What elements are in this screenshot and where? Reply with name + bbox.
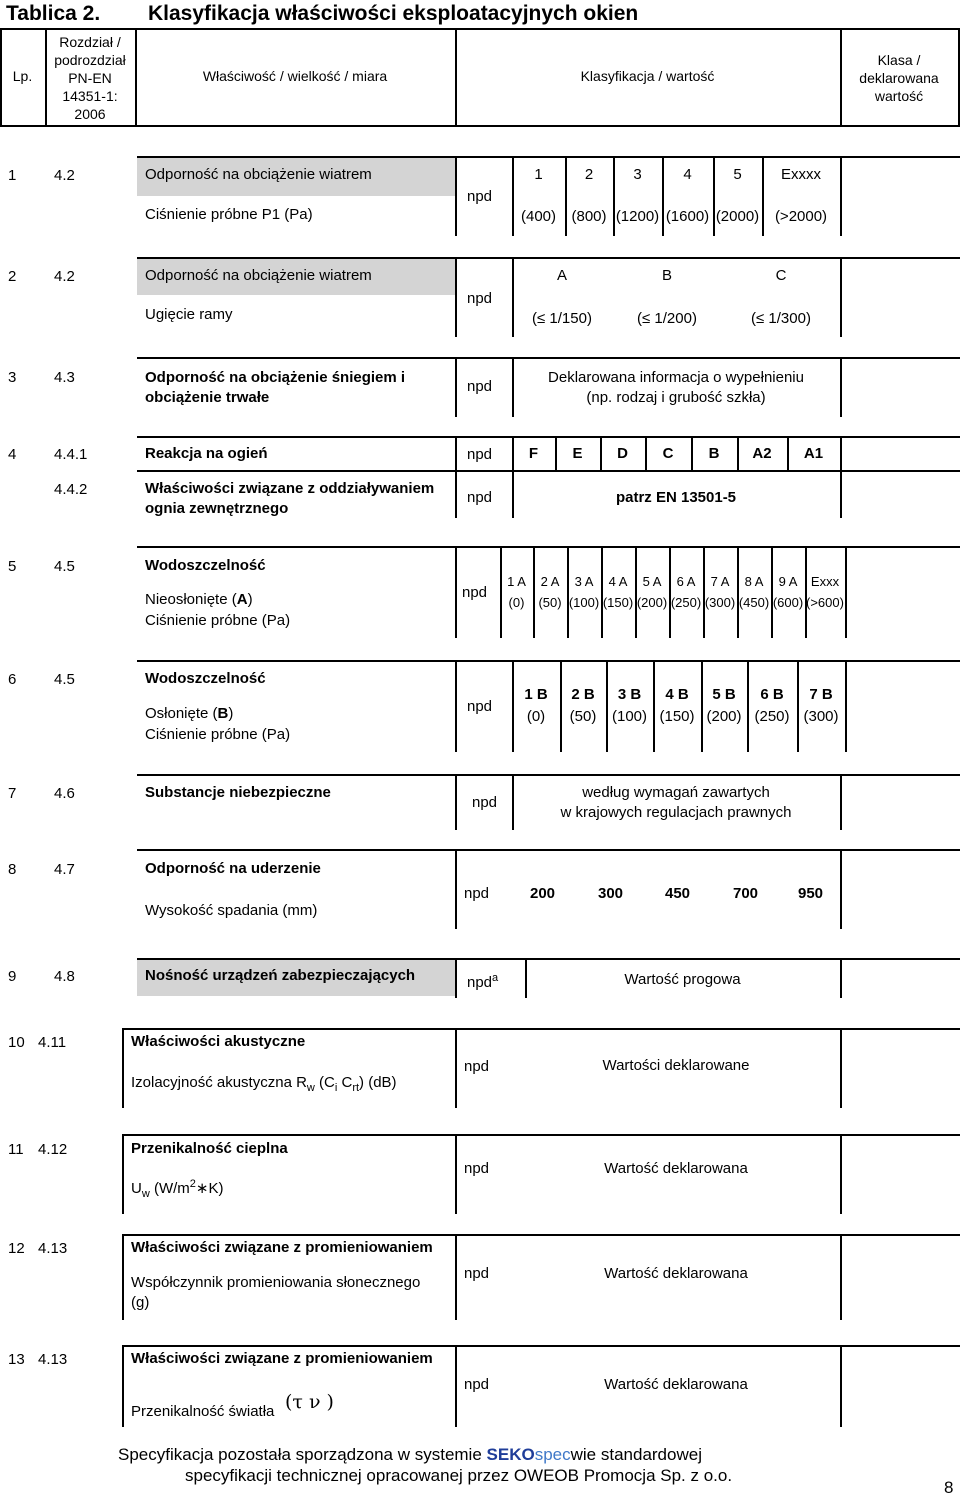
class-label: 5 B bbox=[712, 686, 736, 703]
class-value: (50) bbox=[569, 708, 597, 725]
seko-logo: SEKO bbox=[486, 1445, 535, 1464]
row-lp: 7 bbox=[8, 785, 17, 802]
row-npd: npd bbox=[464, 885, 490, 902]
row-section: 4.7 bbox=[54, 861, 75, 878]
row-value: 200 bbox=[529, 885, 556, 902]
class-value: (50) bbox=[538, 595, 562, 610]
class-label: 4 A bbox=[608, 574, 628, 589]
row-info: Wartość deklarowana bbox=[604, 1376, 748, 1393]
row-npd: npd bbox=[464, 1160, 490, 1177]
class-value: (≤ 1/300) bbox=[751, 310, 811, 327]
class-value: (1600) bbox=[665, 208, 710, 225]
class-label: Exxxx bbox=[780, 166, 821, 183]
class-value: (400) bbox=[520, 208, 557, 225]
row-info: Wartość progowa bbox=[624, 971, 741, 988]
row-info: Wartości deklarowane bbox=[602, 1057, 750, 1074]
row-npd: npd bbox=[467, 378, 493, 395]
row-npd: npd bbox=[462, 584, 488, 601]
class-value: (>600) bbox=[806, 595, 844, 610]
row-subproperty: Osłonięte (B) bbox=[145, 705, 234, 722]
row-section: 4.2 bbox=[54, 167, 75, 184]
header-klasyfikacja: Klasyfikacja / wartość bbox=[580, 68, 715, 84]
class-value: (≤ 1/150) bbox=[532, 310, 592, 327]
class-label: 2 B bbox=[571, 686, 595, 703]
tau-symbol: (τ ν ) bbox=[285, 1391, 334, 1413]
row-property: Odporność na obciążenie wiatrem bbox=[145, 166, 372, 183]
row-lp: 3 bbox=[8, 369, 17, 386]
row-value: 950 bbox=[797, 885, 824, 902]
class-label: 4 bbox=[683, 166, 692, 183]
row-property: Właściwości związane z oddziaływaniem ognia zewnętrznego bbox=[145, 480, 435, 517]
row-subproperty: Ciśnienie próbne (Pa) bbox=[145, 612, 291, 629]
row-section: 4.2 bbox=[54, 268, 75, 285]
class-value: (200) bbox=[636, 595, 668, 610]
class-label: 8 A bbox=[744, 574, 764, 589]
class-label: B bbox=[661, 267, 672, 284]
class-label: 5 bbox=[733, 166, 742, 183]
row-property: Właściwości związane z promieniowaniem bbox=[131, 1239, 433, 1256]
row-property: Wodoszczelność bbox=[145, 557, 266, 574]
class-label: E bbox=[572, 445, 583, 462]
class-label: 4 B bbox=[665, 686, 689, 703]
class-value: (1200) bbox=[615, 208, 660, 225]
row-lp: 4 bbox=[8, 446, 17, 463]
row-info: Wartość deklarowana bbox=[604, 1160, 748, 1177]
row-subproperty: Ugięcie ramy bbox=[145, 306, 233, 323]
class-label: 7 B bbox=[809, 686, 833, 703]
row-section: 4.4.2 bbox=[54, 481, 88, 498]
class-value: (100) bbox=[611, 708, 648, 725]
row-npd: npd bbox=[467, 290, 493, 307]
header-klasa: Klasa / deklarowana wartość bbox=[859, 52, 939, 104]
class-value: (0) bbox=[508, 595, 525, 610]
class-label: 2 bbox=[584, 166, 594, 183]
row-lp: 8 bbox=[8, 861, 17, 878]
row-lp: 13 bbox=[8, 1351, 25, 1368]
class-value: (0) bbox=[526, 708, 546, 725]
page-number: 8 bbox=[944, 1478, 954, 1497]
table-label: Tablica 2. bbox=[6, 2, 101, 25]
row-lp: 1 bbox=[8, 167, 17, 184]
class-value: (300) bbox=[803, 708, 839, 725]
class-value: (250) bbox=[754, 708, 790, 725]
row-value: 300 bbox=[597, 885, 624, 902]
class-label: A2 bbox=[752, 445, 772, 462]
row-property: Nośność urządzeń zabezpieczających bbox=[145, 967, 416, 984]
row-section: 4.11 bbox=[38, 1034, 67, 1051]
class-label: 2 A bbox=[540, 574, 560, 589]
row-subproperty: $U_w$ $(W/m^2∗K)$ bbox=[131, 1178, 224, 1200]
row-npd: npd$^a$ bbox=[467, 972, 499, 991]
row-subproperty: Wysokość spadania (mm) bbox=[145, 902, 318, 919]
class-label: A1 bbox=[803, 445, 824, 462]
row-subproperty: Ciśnienie próbne P1 (Pa) bbox=[145, 206, 313, 223]
row-npd: npd bbox=[467, 446, 493, 463]
row-property: Reakcja na ogień bbox=[145, 445, 268, 462]
row-lp: 11 bbox=[8, 1141, 24, 1158]
row-property: Substancje niebezpieczne bbox=[145, 784, 331, 801]
row-property: Przenikalność cieplna bbox=[131, 1140, 288, 1157]
class-value: (800) bbox=[571, 208, 607, 225]
row-section: 4.12 bbox=[38, 1141, 68, 1158]
class-value: (250) bbox=[670, 595, 702, 610]
row-npd: npd bbox=[472, 794, 498, 811]
class-label: Exxx bbox=[810, 574, 840, 589]
row-subproperty: Przenikalność światła bbox=[131, 1403, 275, 1420]
row-section: 4.4.1 bbox=[54, 446, 88, 463]
class-value: (≤ 1/200) bbox=[637, 310, 697, 327]
row-npd: npd bbox=[464, 1058, 490, 1075]
row-info: patrz EN 13501-5 bbox=[615, 489, 737, 506]
row-property: Właściwości akustyczne bbox=[131, 1033, 306, 1050]
row-section: 4.5 bbox=[54, 671, 75, 688]
row-subproperty: Ciśnienie próbne (Pa) bbox=[145, 726, 291, 743]
row-property: Właściwości związane z promieniowaniem bbox=[131, 1350, 433, 1367]
row-subproperty: Współczynnik promieniowania słonecznego (g) bbox=[131, 1274, 421, 1311]
row-property: Wodoszczelność bbox=[145, 670, 266, 687]
row-section: 4.8 bbox=[54, 968, 75, 985]
row-value: 700 bbox=[732, 885, 759, 902]
row-npd: npd bbox=[467, 188, 493, 205]
class-value: (450) bbox=[738, 595, 770, 610]
row-value: 450 bbox=[664, 885, 691, 902]
row-section: 4.6 bbox=[54, 785, 75, 802]
header-wlasciwosc: Właściwość / wielkość / miara bbox=[202, 68, 388, 84]
class-label: 3 B bbox=[617, 686, 642, 703]
class-label: F bbox=[528, 445, 539, 462]
class-value: (600) bbox=[772, 595, 804, 610]
row-section: 4.13 bbox=[38, 1240, 68, 1257]
row-info: Deklarowana informacja o wypełnieniu (np. rodzaj i grubość szkła) bbox=[548, 369, 804, 406]
class-value: (150) bbox=[659, 708, 695, 725]
class-label: A bbox=[556, 267, 567, 284]
row-subproperty: Nieosłonięte (A) bbox=[145, 591, 253, 608]
class-value: (2000) bbox=[715, 208, 760, 225]
row-info: według wymagań zawartych w krajowych regulacjach prawnych bbox=[560, 784, 792, 821]
class-value: (300) bbox=[704, 595, 736, 610]
class-label: C bbox=[662, 445, 674, 462]
row-property: Odporność na obciążenie wiatrem bbox=[145, 267, 372, 284]
row-lp: 12 bbox=[8, 1240, 25, 1257]
footer-line-2: specyfikacji technicznej opracowanej przez OWEOB Promocja Sp. z o.o. bbox=[185, 1466, 733, 1485]
row-npd: npd bbox=[467, 489, 493, 506]
header-rozdzial: Rozdział / podrozdział PN-EN 14351-1: 2006 bbox=[54, 34, 126, 122]
row-lp: 5 bbox=[8, 558, 17, 575]
class-label: 5 A bbox=[642, 574, 662, 589]
row-property: Odporność na obciążenie śniegiem i obciążenie trwałe bbox=[145, 369, 406, 406]
class-label: 9 A bbox=[778, 574, 798, 589]
row-npd: npd bbox=[464, 1376, 490, 1393]
class-value: (200) bbox=[706, 708, 742, 725]
page-title: Klasyfikacja właściwości eksploatacyjnych okien bbox=[148, 2, 639, 25]
header-lp: Lp. bbox=[12, 68, 33, 84]
class-label: 6 B bbox=[760, 686, 784, 703]
row-info: Wartość deklarowana bbox=[604, 1265, 748, 1282]
row-lp: 10 bbox=[8, 1034, 25, 1051]
row-npd: npd bbox=[467, 698, 493, 715]
row-section: 4.5 bbox=[54, 558, 75, 575]
class-label: 3 A bbox=[574, 574, 594, 589]
row-npd: npd bbox=[464, 1265, 490, 1282]
row-lp: 9 bbox=[8, 968, 17, 985]
row-lp: 6 bbox=[8, 671, 17, 688]
row-property: Odporność na uderzenie bbox=[145, 860, 321, 877]
row-section: 4.3 bbox=[54, 369, 75, 386]
class-label: 7 A bbox=[710, 574, 730, 589]
class-value: (100) bbox=[568, 595, 600, 610]
footer-line-1: Specyfikacja pozostała sporządzona w systemie SEKOspecwie standardowej bbox=[118, 1445, 702, 1464]
class-label: D bbox=[617, 445, 628, 462]
class-label: 6 A bbox=[676, 574, 696, 589]
class-label: B bbox=[708, 445, 720, 462]
class-label: 3 bbox=[633, 166, 642, 183]
class-value: (150) bbox=[602, 595, 634, 610]
class-label: C bbox=[775, 267, 787, 284]
class-label: 1 bbox=[534, 166, 543, 183]
class-label: 1 B bbox=[524, 686, 548, 703]
class-value: (>2000) bbox=[774, 208, 828, 225]
class-label: 1 A bbox=[507, 574, 526, 589]
row-section: 4.13 bbox=[38, 1351, 68, 1368]
row-lp: 2 bbox=[8, 268, 17, 285]
row-subproperty: Izolacyjność akustyczna $R_w$ ($C_i$ $C_{rt}$) (dB) bbox=[131, 1074, 397, 1094]
